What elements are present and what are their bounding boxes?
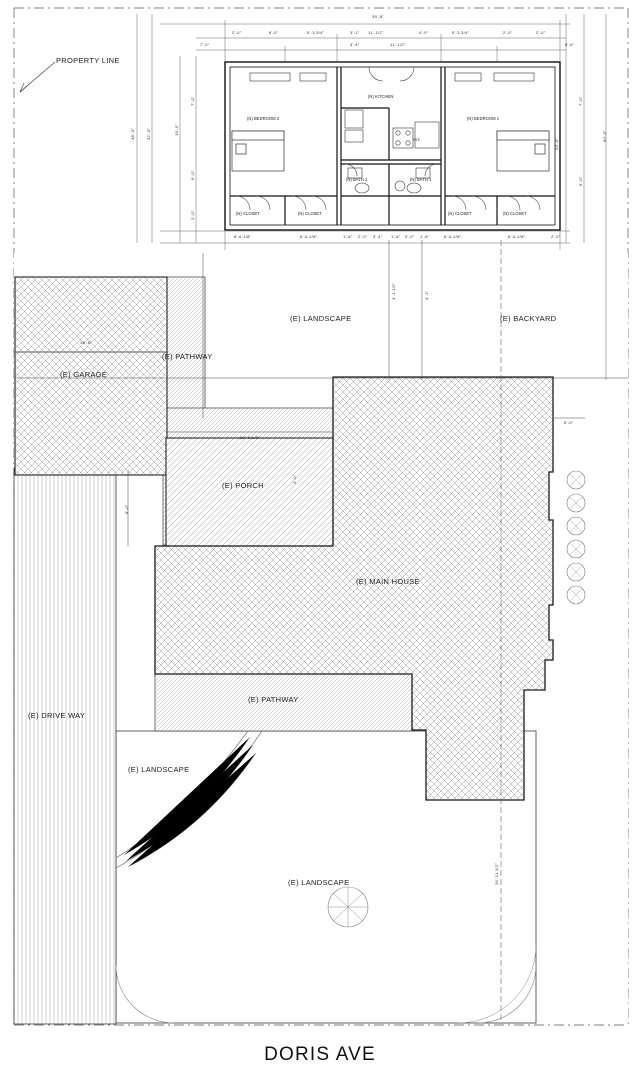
room-label-bedroom-1: (N) BEDROOM 1 [467, 116, 500, 121]
site-dimension-rear-1: 4'-1 1/2" [391, 282, 396, 300]
dimension-right-1: 60'-0" [602, 130, 607, 142]
dimension-right-2: 24'-0" [554, 138, 559, 150]
dimension-left-1: 48'-0" [130, 128, 135, 140]
dimension-bottom-11: 2'-0" [551, 234, 561, 239]
dimension-top-7: 5'-3 3/4" [452, 30, 470, 35]
dimension-top2-3: 11'-1/2" [390, 42, 406, 47]
street-name-label: DORIS AVE [264, 1044, 376, 1065]
dimension-bottom-8: 1'-6" [420, 234, 430, 239]
dimension-bottom-5: 3'-4" [373, 234, 383, 239]
dimension-top-8: 2'-0" [503, 30, 513, 35]
room-label-kitchen: (N) KITCHEN [368, 94, 394, 99]
dimension-left-6: 2'-0" [190, 210, 195, 220]
dimension-left-4: 9'-0" [190, 170, 195, 180]
dimension-bottom-6: 1'-6" [391, 234, 401, 239]
dimension-bottom-10: 6'-6 1/8" [508, 234, 526, 239]
dimension-top-5: 11'-1/2" [368, 30, 384, 35]
room-label-closet-1: (N) CLOSET [236, 211, 260, 216]
room-label-bedroom-2: (N) BEDROOM 2 [247, 116, 280, 121]
dimension-top-1: 2'-0" [232, 30, 242, 35]
dimension-left-5: 7'-0" [190, 96, 195, 106]
site-dimension-porch-depth: 4'-0" [292, 474, 297, 484]
dimension-top2-2: 3'-4" [350, 42, 360, 47]
dimension-top-3: 5'-3 3/4" [307, 30, 325, 35]
dimension-top2-4: 9'-6" [565, 42, 575, 47]
dimension-bottom-2: 6'-6 1/8" [300, 234, 318, 239]
site-label-backyard: (E) BACKYARD [500, 314, 557, 323]
site-label-pathway-mid: (E) PATHWAY [248, 695, 299, 704]
dimension-top-2: 6'-0" [269, 30, 279, 35]
site-label-landscape-bottom: (E) LANDSCAPE [288, 878, 350, 887]
dimension-bottom-4: 2'-0" [358, 234, 368, 239]
porch-footprint [166, 438, 333, 546]
dimension-top-9: 2'-0" [536, 30, 546, 35]
driveway-area [14, 468, 116, 1024]
dimension-right-4: 9'-0" [578, 176, 583, 186]
site-label-driveway: (E) DRIVE WAY [28, 711, 86, 720]
room-label-bath-1: (N) BATH 1 [410, 177, 432, 182]
site-dimension-rear-2: 4'-1" [424, 290, 429, 300]
dimension-top-6: 4'-0" [419, 30, 429, 35]
site-label-pathway-top: (E) PATHWAY [162, 352, 213, 361]
site-label-landscape-left: (E) LANDSCAPE [128, 765, 190, 774]
room-label-bath-2: (N) BATH 2 [346, 177, 368, 182]
site-label-landscape-top: (E) LANDSCAPE [290, 314, 352, 323]
site-label-main-house: (E) MAIN HOUSE [356, 577, 420, 586]
dimension-right-3: 7'-0" [578, 96, 583, 106]
appliance-label-ref: REF. [413, 138, 421, 142]
floor-plan [225, 62, 560, 230]
site-dimension-garage-width: 18'-6" [80, 340, 92, 345]
site-label-garage: (E) GARAGE [60, 370, 108, 379]
bedroom-2-furniture [232, 131, 284, 171]
dimension-top-4: 3'-1" [350, 30, 360, 35]
room-label-closet-2: (N) CLOSET [298, 211, 322, 216]
dimension-top2-1: 7'-0" [200, 42, 210, 47]
site-dimension-right-setback: 5'-0" [564, 420, 574, 425]
dimension-bottom-3: 1'-6" [343, 234, 353, 239]
dimension-overall-top: 39'-8" [372, 14, 384, 19]
dimension-bottom-7: 2'-0" [405, 234, 415, 239]
dimension-bottom-9: 6'-6 1/8" [444, 234, 462, 239]
site-dimension-left-setback: 8'-0" [124, 504, 129, 514]
room-label-closet-3: (N) CLOSET [448, 211, 472, 216]
site-dimension-front-yard: 26'-11 1/2" [494, 862, 499, 885]
dimension-left-2: 32'-0" [146, 128, 151, 140]
site-label-porch: (E) PORCH [222, 481, 264, 490]
room-label-closet-4: (N) CLOSET [503, 211, 527, 216]
dimension-bottom-1: 6'-6 1/8" [234, 234, 252, 239]
property-line-label: PROPERTY LINE [56, 56, 120, 65]
site-dimension-porch-width: 20'-6 1/2" [240, 435, 260, 440]
dimension-left-3: 19'-0" [174, 124, 179, 136]
bedroom-1-furniture [497, 131, 549, 171]
